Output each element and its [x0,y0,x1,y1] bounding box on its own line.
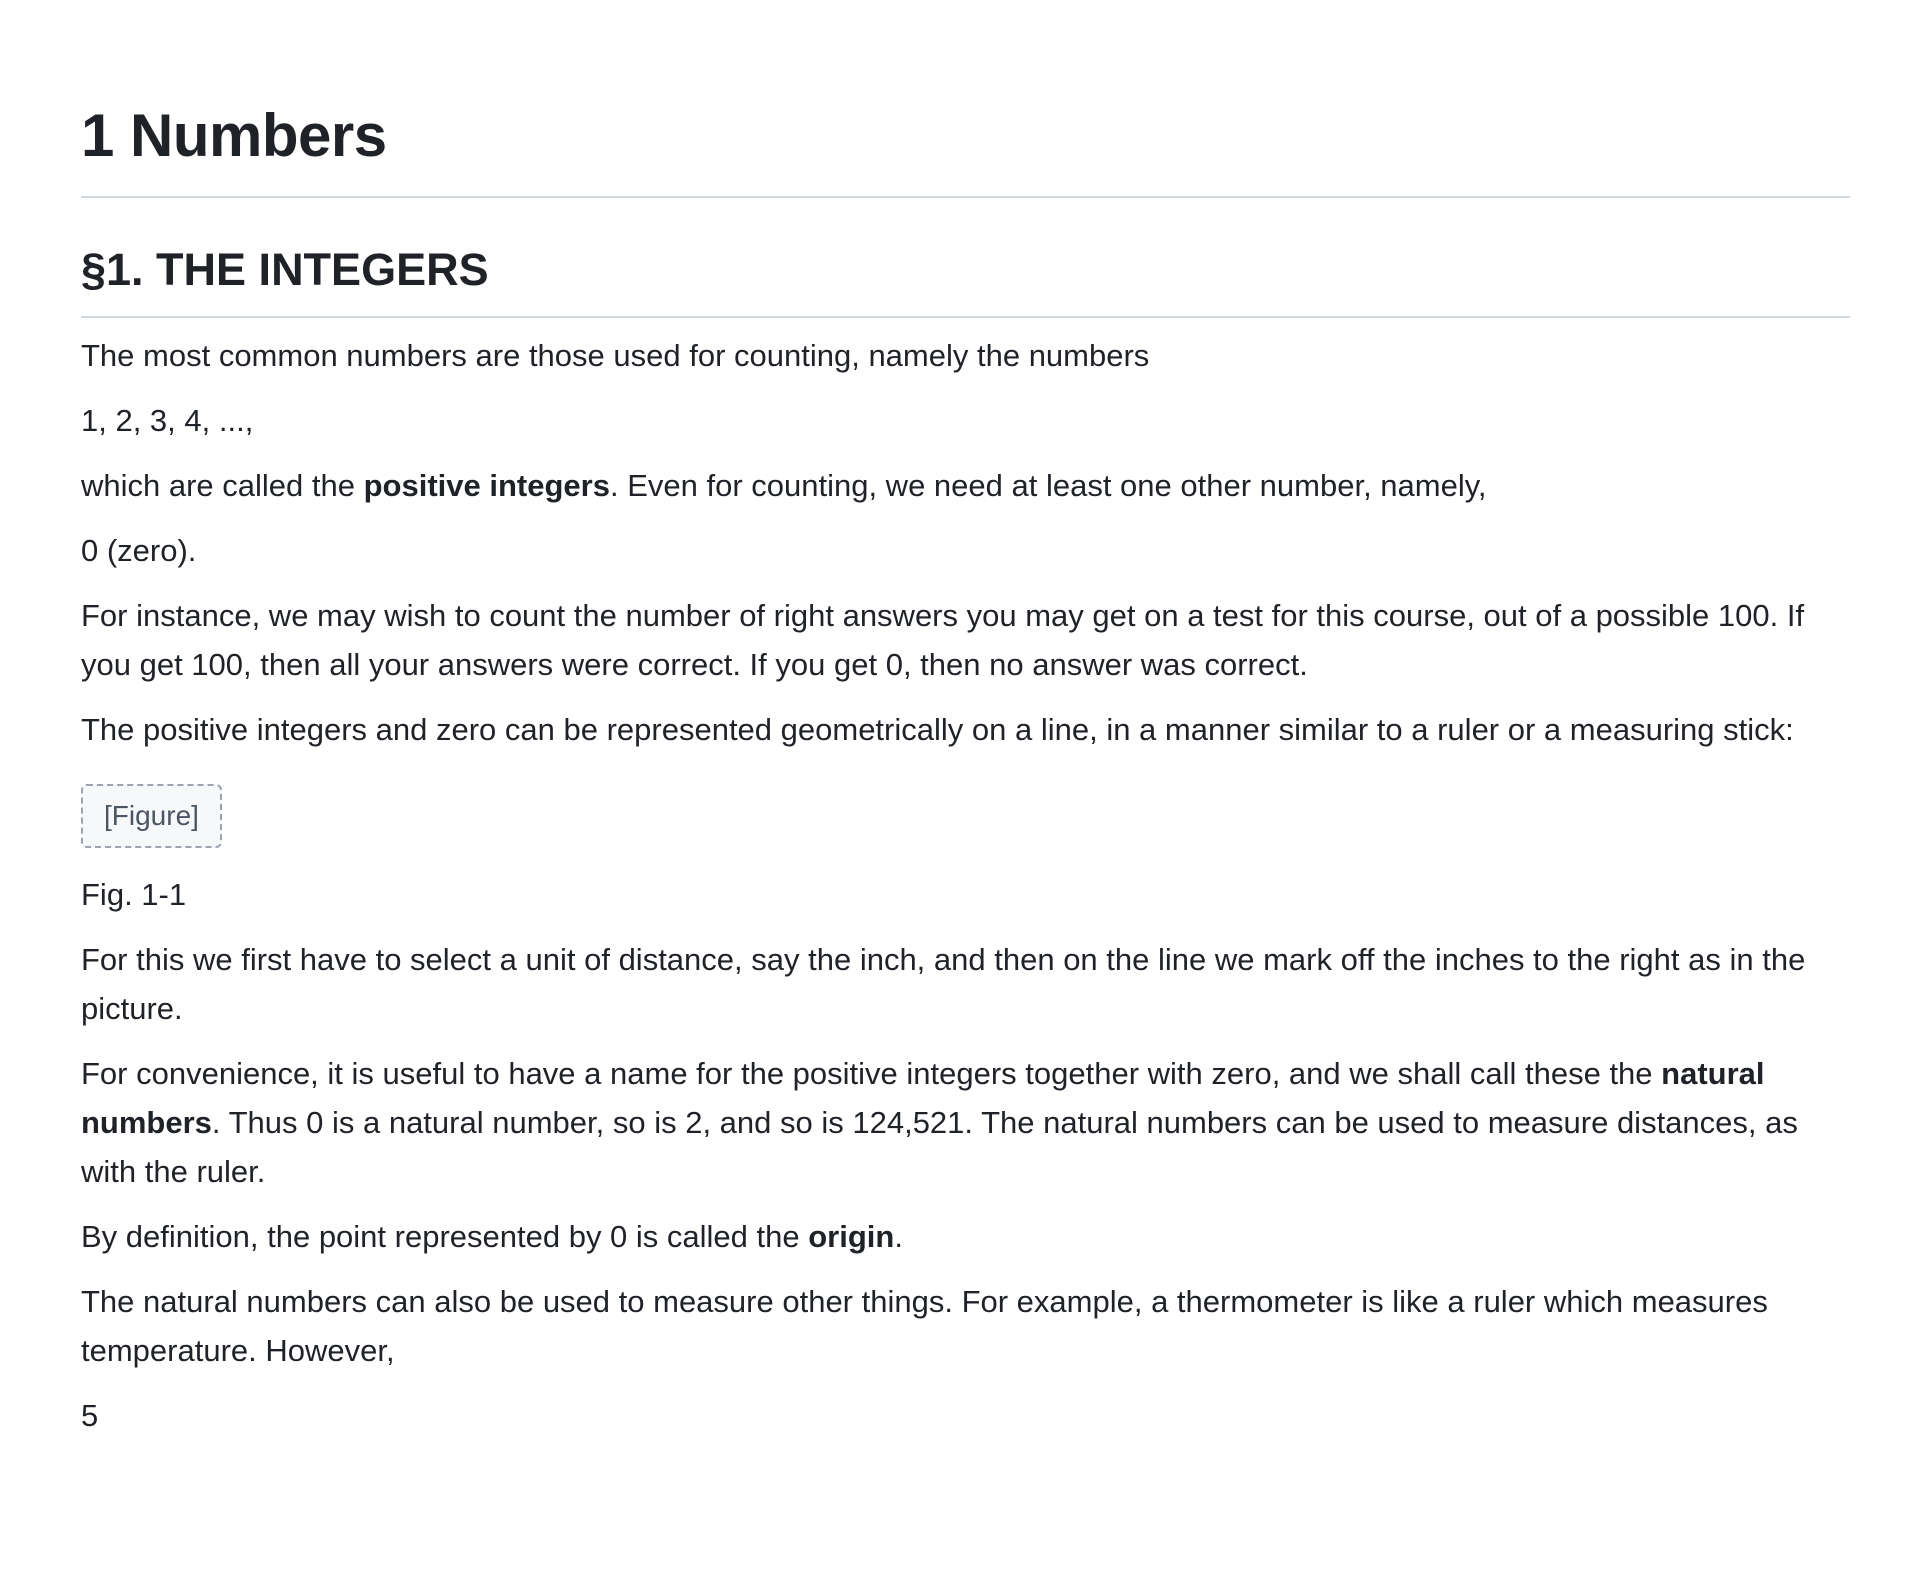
paragraph-positive-integers [81,461,1850,510]
paragraph-text: For convenience, it is useful to have a name for the positive integers together with zero, and we shall call these the [81,1056,1662,1091]
paragraph-text: which are called the [81,468,364,503]
paragraph-unit-of-distance: For this we first have to select a unit of distance, say the inch, and then on the line we mark off the inches to the right as in the picture. [81,942,1806,1026]
paragraph-natural-numbers [81,1049,1850,1196]
figure-caption: Fig. 1-1 [81,877,187,912]
paragraph-text: . Thus 0 is a natural number, so is 2, and so is 124,521. The natural numbers can be used to measure distances, as with the ruler. [81,1105,1798,1189]
paragraph-thermometer: The natural numbers can also be used to measure other things. For example, a thermometer is like a ruler which measures temperature. However, [81,1284,1768,1368]
page-number: 5 [81,1398,99,1433]
paragraph-geometric-representation: The positive integers and zero can be represented geometrically on a line, in a manner similar to a ruler or a measuring stick: [81,712,1794,747]
paragraph-zero: 0 (zero). [81,533,197,568]
term-origin: origin [808,1219,895,1254]
chapter-title: 1 Numbers [81,102,387,169]
paragraph-counting-sequence: 1, 2, 3, 4, ..., [81,403,254,438]
document-body [81,0,1850,1440]
figure-placeholder: [Figure] [81,784,222,848]
term-natural-numbers: natural numbers [81,1056,1765,1140]
term-positive-integers: positive integers [363,468,610,503]
paragraph-origin-definition [81,1212,1850,1261]
paragraph-test-example: For instance, we may wish to count the number of right answers you may get on a test for this course, out of a possible 100. If you get 100, then all your answers were correct. If you get 0, then no answer was correct. [81,598,1805,682]
paragraph-text: . [894,1219,903,1254]
paragraph-text: By definition, the point represented by 0 is called the [81,1219,809,1254]
paragraph-counting-intro: The most common numbers are those used for counting, namely the numbers [81,338,1150,373]
paragraph-text: . Even for counting, we need at least one other number, namely, [609,468,1487,503]
section-title: §1. THE INTEGERS [81,244,489,295]
section-content [81,318,1850,1440]
